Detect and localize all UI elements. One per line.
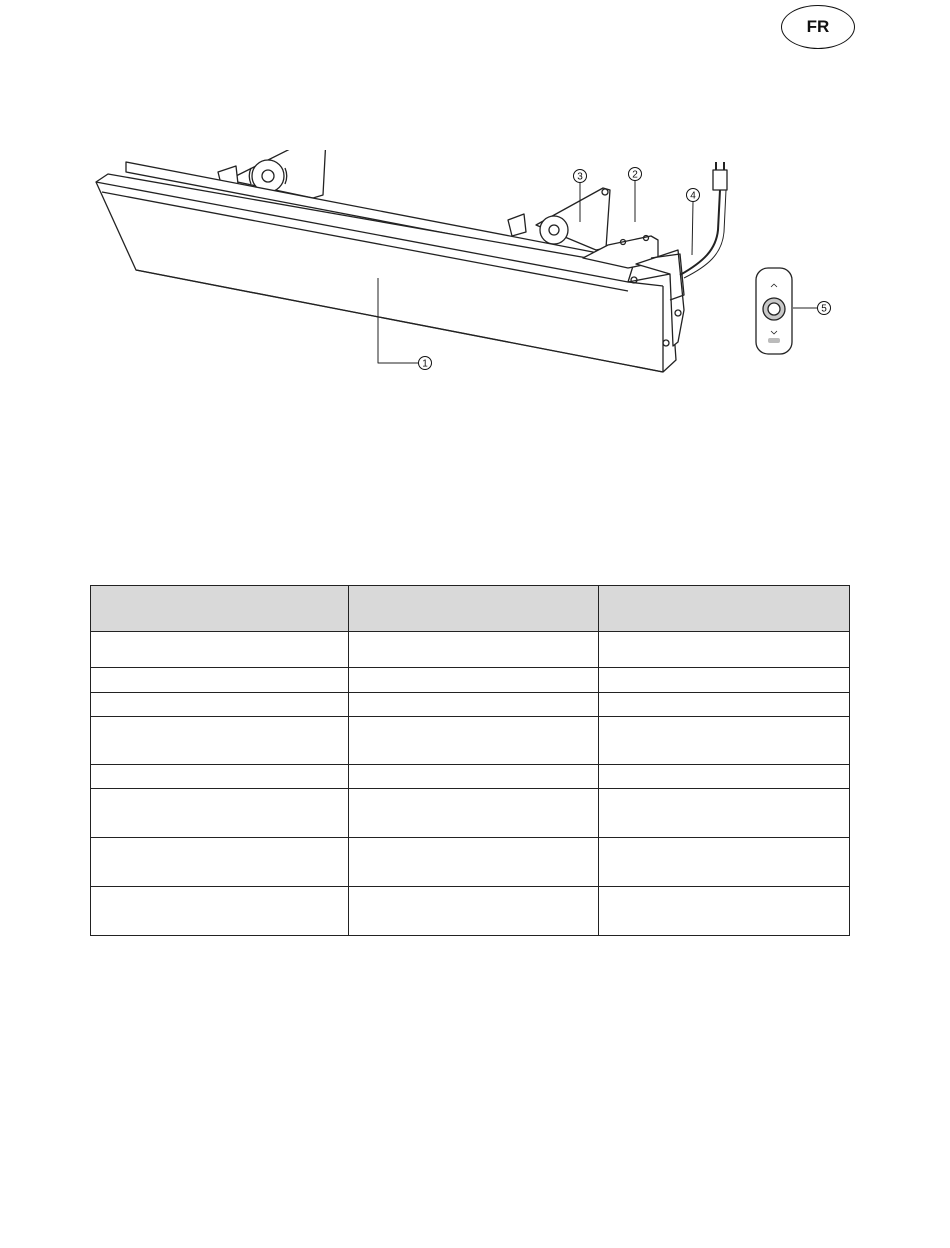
table-cell xyxy=(349,838,599,887)
table-cell xyxy=(599,789,850,838)
table-cell xyxy=(91,765,349,789)
header-cell xyxy=(91,586,349,632)
spec-table xyxy=(90,585,850,936)
table-cell xyxy=(91,717,349,765)
table-row xyxy=(91,765,850,789)
table-cell xyxy=(91,838,349,887)
table-header-row xyxy=(91,586,850,632)
table-cell xyxy=(349,693,599,717)
callout-5: 5 xyxy=(821,303,827,315)
table-cell xyxy=(91,668,349,693)
table-cell xyxy=(599,668,850,693)
table-cell xyxy=(91,632,349,668)
power-plug xyxy=(713,170,727,190)
table-cell xyxy=(349,887,599,936)
table-row xyxy=(91,693,850,717)
table-row xyxy=(91,717,850,765)
callout-1: 1 xyxy=(422,358,428,370)
table-cell xyxy=(91,887,349,936)
adjuster-knob-right xyxy=(540,216,568,244)
table-cell xyxy=(91,789,349,838)
header-cell xyxy=(349,586,599,632)
callout-3: 3 xyxy=(577,171,583,183)
table-row xyxy=(91,789,850,838)
power-cable xyxy=(680,190,720,275)
header-cell xyxy=(599,586,850,632)
callout-leader-4 xyxy=(692,202,693,255)
table-cell xyxy=(599,693,850,717)
table-cell xyxy=(349,668,599,693)
table-cell xyxy=(349,717,599,765)
table-cell xyxy=(599,632,850,668)
table-cell xyxy=(91,693,349,717)
table-cell xyxy=(599,838,850,887)
table-cell xyxy=(349,632,599,668)
table-row xyxy=(91,668,850,693)
callout-2: 2 xyxy=(632,169,638,181)
callout-4: 4 xyxy=(690,190,696,202)
table-row xyxy=(91,887,850,936)
table-cell xyxy=(349,765,599,789)
table-row xyxy=(91,838,850,887)
language-badge: FR xyxy=(781,5,855,49)
table-cell xyxy=(349,789,599,838)
table-cell xyxy=(599,765,850,789)
table-row xyxy=(91,632,850,668)
table-cell xyxy=(599,717,850,765)
table-cell xyxy=(599,887,850,936)
heater-diagram xyxy=(88,150,848,390)
